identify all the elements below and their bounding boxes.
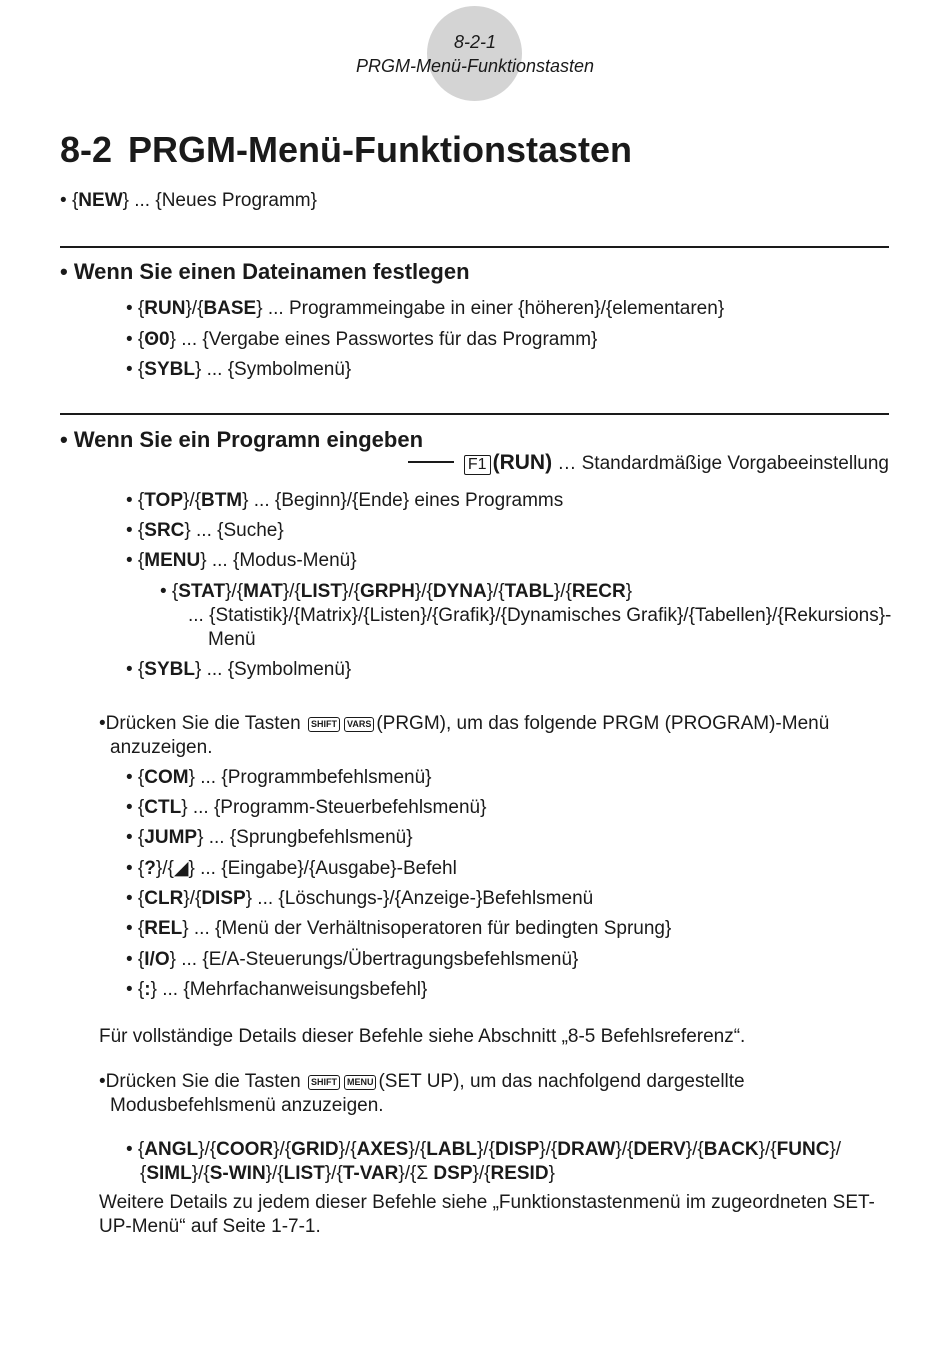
shift-key-icon: SHIFT <box>308 1075 340 1090</box>
setup-intro: •Drücken Sie die Tasten SHIFT MENU (SET UP), um das nachfolgend dargestellte <box>99 1071 745 1092</box>
submenu-description: Menü <box>208 629 256 650</box>
list-item: • {COM} ... {Programmbefehlsmenü} <box>126 767 432 788</box>
setup-footnote: UP-Menü“ auf Seite 1-7-1. <box>99 1216 321 1237</box>
section-heading: • Wenn Sie einen Dateinamen festlegen <box>60 259 470 284</box>
prgm-footnote: Für vollständige Details dieser Befehle siehe Abschnitt „8-5 Befehlsreferenz“. <box>99 1026 746 1047</box>
submenu-item: • {STAT}/{MAT}/{LIST}/{GRPH}/{DYNA}/{TABL}/{RECR} <box>160 581 633 602</box>
list-item: • {CLR}/{DISP} ... {Löschungs-}/{Anzeige-}Befehlsmenü <box>126 888 594 909</box>
vars-key-icon: VARS <box>344 717 374 732</box>
setup-menu-row: {SIML}/{S-WIN}/{LIST}/{T-VAR}/{Σ DSP}/{RESID} <box>140 1163 555 1184</box>
list-item: • {TOP}/{BTM} ... {Beginn}/{Ende} eines Programms <box>126 490 564 511</box>
submenu-description: ... {Statistik}/{Matrix}/{Listen}/{Grafik}/{Dynamisches Grafik}/{Tabellen}/{Rekursions}- <box>188 605 892 626</box>
output-triangle-icon: ◢ <box>173 858 189 879</box>
shift-key-icon: SHIFT <box>308 717 340 732</box>
list-item: • {RUN}/{BASE} ... Programmeingabe in einer {höheren}/{elementaren} <box>126 298 725 319</box>
list-item: • {SYBL} ... {Symbolmenü} <box>126 359 352 380</box>
page-title <box>60 128 632 172</box>
f1-key-icon: F1 <box>464 455 491 475</box>
running-title: PRGM-Menü-Funktionstasten <box>355 56 595 76</box>
list-item: • {MENU} ... {Modus-Menü} <box>126 550 357 571</box>
prgm-intro: anzuzeigen. <box>110 737 213 758</box>
list-item: • {JUMP} ... {Sprungbefehlsmenü} <box>126 827 413 848</box>
list-item: • {CTL} ... {Programm-Steuerbefehlsmenü} <box>126 797 487 818</box>
section-number: 8-2 <box>60 129 113 170</box>
setup-footnote: Weitere Details zu jedem dieser Befehle siehe „Funktionstastenmenü im zugeordneten SET- <box>99 1192 875 1213</box>
default-setting-line: F1 (RUN) … Standardmäßige Vorgabeeinstellung <box>408 451 889 476</box>
list-item: • {ʘ0} ... {Vergabe eines Passwortes für das Programm} <box>126 329 598 350</box>
sigma-symbol: Σ <box>416 1163 429 1184</box>
dash-rule <box>408 461 454 463</box>
page-header <box>0 30 950 78</box>
section-divider <box>60 413 889 415</box>
list-item: • {I/O} ... {E/A-Steuerungs/Übertragungsbefehlsmenü} <box>126 949 579 970</box>
section-heading: • Wenn Sie ein Programn eingeben <box>60 427 424 452</box>
list-item: • {SYBL} ... {Symbolmenü} <box>126 659 352 680</box>
list-item: • {REL} ... {Menü der Verhältnisoperatoren für bedingten Sprung} <box>126 918 672 939</box>
list-item: • {?}/{◢} ... {Eingabe}/{Ausgabe}-Befehl <box>126 858 457 879</box>
section-divider <box>60 246 889 248</box>
section-title: PRGM-Menü-Funktionstasten <box>128 129 633 170</box>
list-item: • {:} ... {Mehrfachanweisungsbefehl} <box>126 979 428 1000</box>
setup-menu-row: • {ANGL}/{COOR}/{GRID}/{AXES}/{LABL}/{DISP}/{DRAW}/{DERV}/{BACK}/{FUNC}/ <box>126 1139 842 1160</box>
menu-key-icon: MENU <box>344 1075 377 1090</box>
setup-intro: Modusbefehlsmenü anzuzeigen. <box>110 1095 384 1116</box>
page-number: 8-2-1 <box>453 32 497 52</box>
prgm-intro: •Drücken Sie die Tasten SHIFT VARS (PRGM), um das folgende PRGM (PROGRAM)-Menü <box>99 713 830 734</box>
list-item: • {SRC} ... {Suche} <box>126 520 284 541</box>
intro-item: • {NEW} ... {Neues Programm} <box>60 190 317 211</box>
